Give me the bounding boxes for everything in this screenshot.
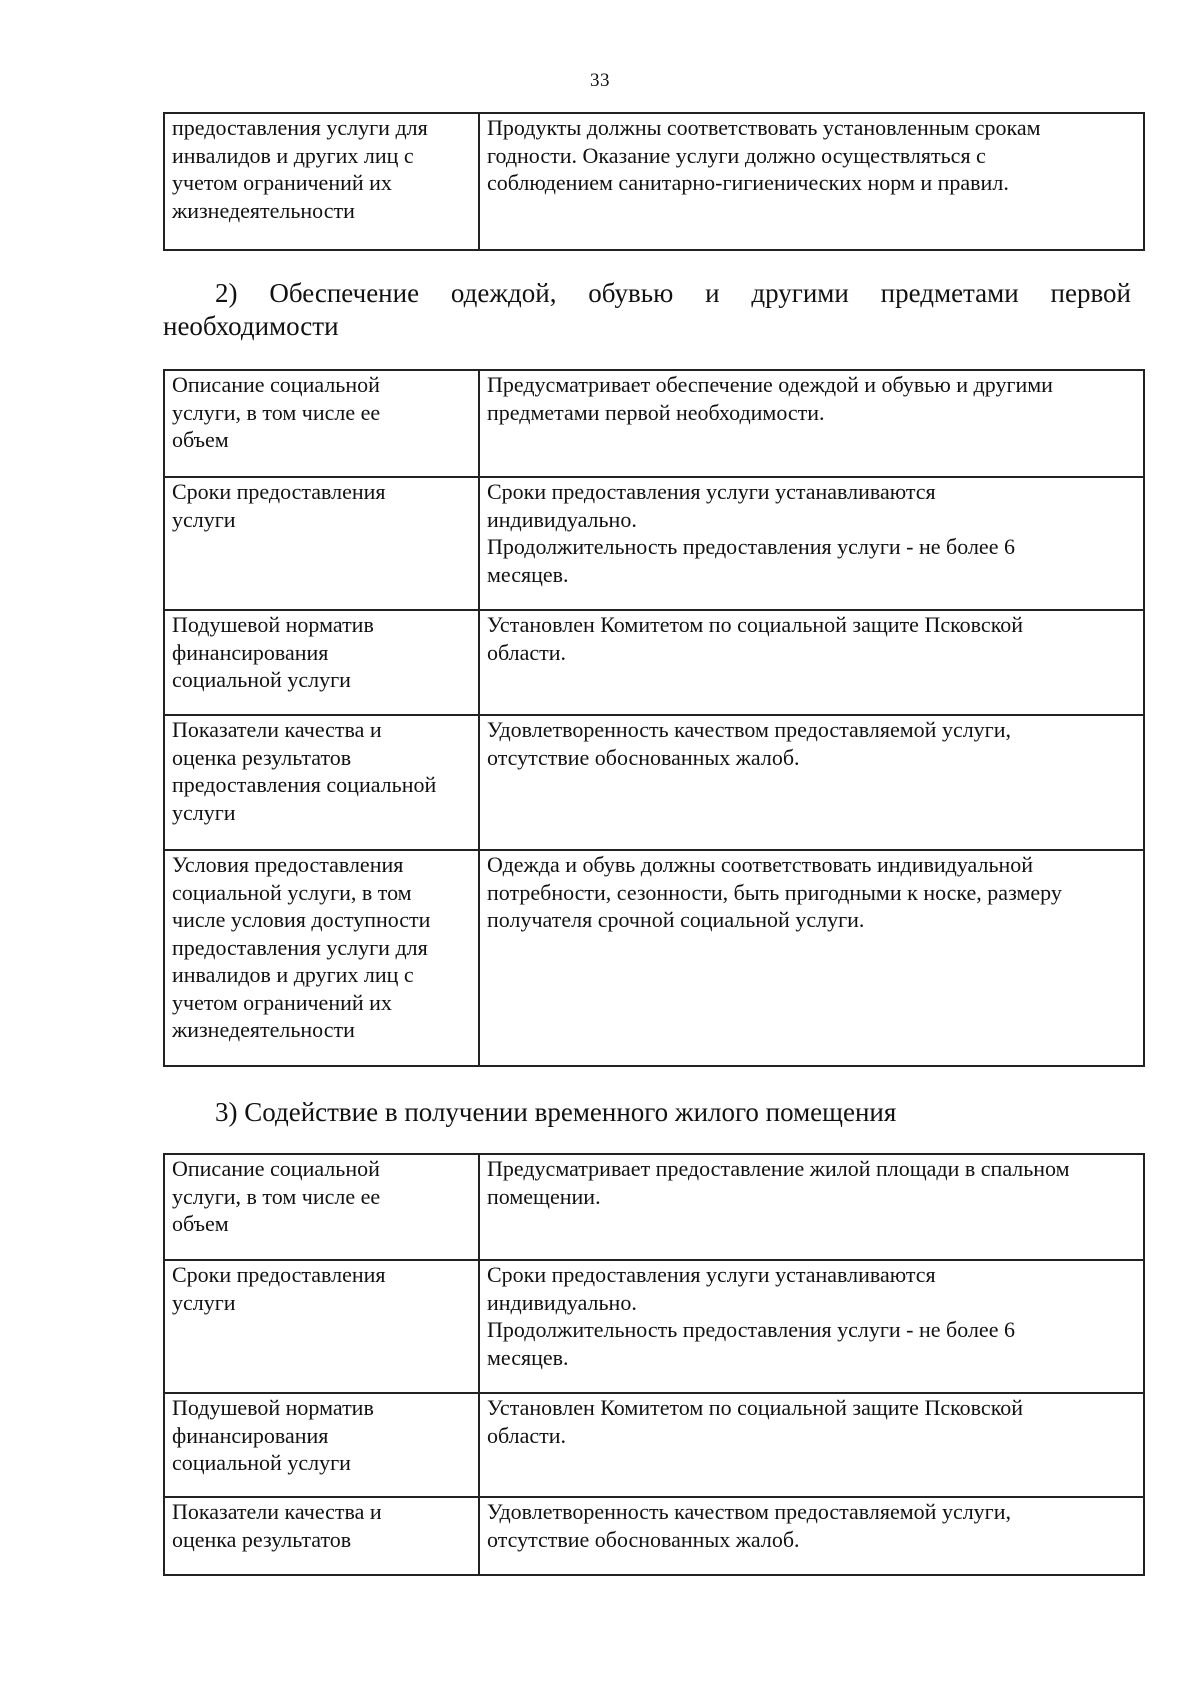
table-cell-value: Удовлетворенность качеством предоставляемой услуги, отсутствие обоснованных жалоб.: [479, 1497, 1144, 1575]
section-3-heading: 3) Содействие в получении временного жилого помещения: [215, 1097, 897, 1127]
table-cell-value: Продукты должны соответствовать установленным срокам годности. Оказание услуги должно осуществляться с соблюдением санитарно-гигиенических норм и правил.: [479, 113, 1144, 250]
table-cell-value: Одежда и обувь должны соответствовать индивидуальной потребности, сезонности, быть пригодными к носке, размеру получателя срочной социальной услуги.: [479, 850, 1144, 1066]
table-cell-label: предоставления услуги для инвалидов и других лиц с учетом ограничений их жизнедеятельности: [164, 113, 479, 250]
section-heading: [163, 1096, 1131, 1129]
section-2-heading: 2) Обеспечение одеждой, обувью и другими предметами первой необходимости: [163, 278, 1131, 341]
table-cell-label: Подушевой норматив финансирования социальной услуги: [164, 1393, 479, 1497]
table-cell-value: Сроки предоставления услуги устанавливаются индивидуально. Продолжительность предоставления услуги - не более 6 месяцев.: [479, 477, 1144, 610]
service-table-clothing: [163, 369, 1145, 1067]
service-table-housing: [163, 1153, 1145, 1576]
table-cell-value: Предусматривает предоставление жилой площади в спальном помещении.: [479, 1154, 1144, 1260]
table-cell-label: Показатели качества и оценка результатов предоставления социальной услуги: [164, 715, 479, 850]
page-number: 33: [590, 70, 610, 91]
table-cell-label: Подушевой норматив финансирования социальной услуги: [164, 610, 479, 715]
table-cell-label: Сроки предоставления услуги: [164, 1260, 479, 1393]
service-table-continuation: [163, 112, 1145, 251]
table-row: [164, 850, 1144, 1066]
table-row: [164, 370, 1144, 477]
table-cell-value: Сроки предоставления услуги устанавливаются индивидуально. Продолжительность предоставления услуги - не более 6 месяцев.: [479, 1260, 1144, 1393]
table-row: [164, 715, 1144, 850]
table-cell-label: Условия предоставления социальной услуги, в том числе условия доступности предоставления услуги для инвалидов и других лиц с учетом ограничений их жизнедеятельности: [164, 850, 479, 1066]
section-heading: [163, 277, 1131, 343]
table-row: [164, 1260, 1144, 1393]
table-cell-label: Описание социальной услуги, в том числе ее объем: [164, 1154, 479, 1260]
table-cell-value: Установлен Комитетом по социальной защите Псковской области.: [479, 610, 1144, 715]
table-row: [164, 610, 1144, 715]
table-row: [164, 477, 1144, 610]
table-row: [164, 113, 1144, 250]
table-row: [164, 1497, 1144, 1575]
table-row: [164, 1154, 1144, 1260]
table-cell-value: Предусматривает обеспечение одеждой и обувью и другими предметами первой необходимости.: [479, 370, 1144, 477]
table-cell-value: Удовлетворенность качеством предоставляемой услуги, отсутствие обоснованных жалоб.: [479, 715, 1144, 850]
table-cell-label: Описание социальной услуги, в том числе ее объем: [164, 370, 479, 477]
table-row: [164, 1393, 1144, 1497]
table-cell-value: Установлен Комитетом по социальной защите Псковской области.: [479, 1393, 1144, 1497]
table-cell-label: Сроки предоставления услуги: [164, 477, 479, 610]
table-cell-label: Показатели качества и оценка результатов: [164, 1497, 479, 1575]
